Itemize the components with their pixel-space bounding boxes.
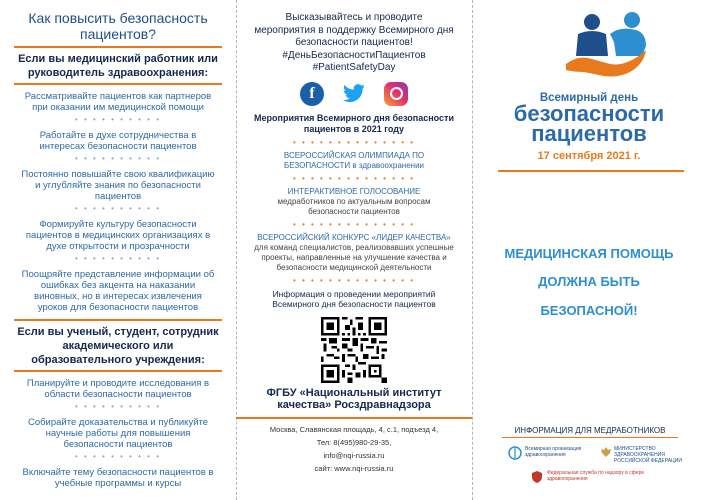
event-date: 17 сентября 2021 г.	[537, 150, 641, 162]
event-heading: ИНТЕРАКТИВНОЕ ГОЛОСОВАНИЕ	[287, 186, 421, 196]
panel-cover	[472, 0, 706, 500]
list-item: Постоянно повышайте свою квалификацию и углубляйте знания по безопасности пациентов	[21, 169, 215, 202]
slogan-line3: БЕЗОПАСНОЙ!	[540, 303, 638, 318]
list-item: Поощряйте представление информации об ошибках без акцента на наказании виновных, но в интересах извлечения уроков для безопасности пациентов	[21, 269, 215, 313]
panel-events	[236, 0, 472, 500]
footer-title: ИНФОРМАЦИЯ ДЛЯ МЕДРАБОТНИКОВ	[514, 426, 666, 435]
instagram-icon[interactable]	[384, 82, 408, 106]
divider	[14, 83, 222, 85]
website-link[interactable]: сайт: www.nqi-russia.ru	[314, 463, 394, 473]
event-heading: ВСЕРОССИЙСКАЯ ОЛИМПИАДА ПО БЕЗОПАСНОСТИ в здравоохранении	[283, 150, 425, 170]
email-link[interactable]: info@nqi-russia.ru	[323, 450, 385, 460]
dots-divider: • • • • • • • • • •	[74, 154, 161, 163]
minzdrav-label: МИНИСТЕРСТВО ЗДРАВООХРАНЕНИЯ РОССИЙСКОЙ ФЕДЕРАЦИИ	[614, 446, 682, 464]
section2-list	[14, 378, 222, 489]
divider	[236, 417, 472, 419]
dots-divider: • • • • • • • • • • • • • •	[292, 219, 416, 229]
who-emblem-icon	[508, 446, 522, 460]
twitter-icon[interactable]	[342, 82, 366, 106]
divider	[502, 437, 678, 438]
slogan-line2: ДОЛЖНА БЫТЬ	[538, 274, 640, 289]
intro-text: Высказывайтесь и проводите мероприятия в поддержку Всемирного дня безопасности пациентов! #ДеньБезопасностиПациентов #PatientSafetyDay	[254, 12, 454, 73]
event-description: медработников по актуальным вопросам безопасности пациентов	[277, 196, 431, 216]
section1-heading: Если вы медицинский работник или руководитель здравоохранения:	[18, 53, 218, 79]
list-item: Формируйте культуру безопасности пациентов в медицинских организациях в духе открытости и прозрачности	[25, 219, 211, 252]
slogan-line1: МЕДИЦИНСКАЯ ПОМОЩЬ	[504, 246, 674, 261]
day-title-line2: безопасности	[513, 101, 665, 126]
who-label: Всемирная организация здравоохранения	[525, 446, 582, 458]
divider	[14, 319, 222, 321]
divider	[14, 46, 222, 48]
dots-divider: • • • • • • • • • • • • • •	[292, 173, 416, 183]
facebook-icon[interactable]: f	[300, 82, 324, 106]
dots-divider: • • • • • • • • • •	[74, 254, 161, 263]
panel1-title: Как повысить безопасность пациентов?	[28, 10, 208, 42]
address: Москва, Славянская площадь, 4, с.1, подъезд 4,	[269, 424, 439, 434]
divider	[498, 170, 684, 172]
day-title-line1: Всемирный день	[539, 92, 639, 104]
dots-divider: • • • • • • • • • •	[74, 204, 161, 213]
dots-divider: • • • • • • • • • •	[74, 115, 161, 124]
qr-code[interactable]	[321, 317, 387, 383]
section1-list	[14, 91, 222, 313]
divider	[14, 370, 222, 372]
eagle-emblem-icon	[600, 446, 612, 458]
dots-divider: • • • • • • • • • • • • • •	[292, 275, 416, 285]
list-item: Работайте в духе сотрудничества в интересах безопасности пациентов	[39, 130, 197, 152]
roszdravnadzor-emblem-icon	[530, 470, 544, 484]
list-item: Планируйте и проводите исследования в области безопасности пациентов	[26, 378, 210, 400]
section2-heading: Если вы ученый, студент, сотрудник академического или образовательного учреждения:	[17, 326, 219, 366]
events-info: Информация о проведении мероприятий Всемирного дня безопасности пациентов	[272, 288, 436, 309]
minzdrav-logo	[600, 446, 682, 464]
roszdravnadzor-label: Федеральная служба по надзору в сфере здравоохранения	[547, 470, 645, 482]
day-title-line3: пациентов	[531, 121, 647, 146]
events-title: Мероприятия Всемирного дня безопасности пациентов в 2021 году	[254, 112, 454, 134]
patient-safety-logo	[562, 10, 658, 86]
dots-divider: • • • • • • • • • •	[74, 402, 161, 411]
panel-tips	[0, 0, 236, 500]
event-heading: ВСЕРОССИЙСКИЙ КОНКУРС «ЛИДЕР КАЧЕСТВА»	[257, 232, 451, 242]
list-item: Включайте тему безопасности пациентов в учебные программы и курсы	[22, 467, 214, 489]
dots-divider: • • • • • • • • • •	[74, 452, 161, 461]
social-links	[254, 81, 454, 107]
event-description: для команд специалистов, реализовавших успешные проекты, направленные на улучшение качества и безопасности медицинской деятельности	[254, 242, 454, 272]
organization-name: ФГБУ «Национальный институт качества» Росздравнадзора	[266, 386, 442, 411]
roszdravnadzor-logo	[530, 470, 650, 482]
dots-divider: • • • • • • • • • • • • • •	[292, 137, 416, 147]
list-item: Собирайте доказательства и публикуйте научные работы для повышения безопасности пациентов	[27, 417, 209, 450]
list-item: Рассматривайте пациентов как партнеров при оказании им медицинской помощи	[24, 91, 212, 113]
who-logo	[508, 446, 594, 458]
phone: Тел: 8(495)980-29-35,	[316, 437, 392, 447]
